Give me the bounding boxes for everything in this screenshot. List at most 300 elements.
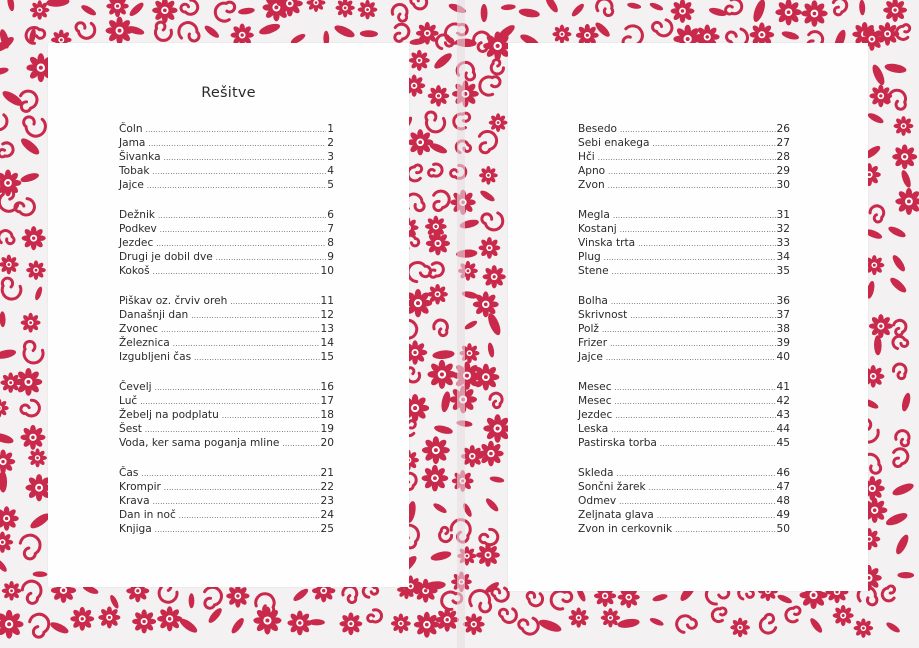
dot-leader bbox=[619, 495, 775, 509]
toc-entry bbox=[578, 250, 790, 264]
leaf-ornament bbox=[0, 471, 7, 493]
toc-entry-title: Železnica bbox=[119, 337, 170, 350]
toc-entry-page-number: 13 bbox=[320, 323, 334, 336]
toc-entry bbox=[578, 408, 790, 422]
toc-entry-page-number: 5 bbox=[327, 179, 334, 192]
swirl-ornament bbox=[429, 188, 452, 213]
flower-ornament bbox=[358, 0, 378, 19]
flower-ornament bbox=[0, 532, 13, 553]
swirl-ornament bbox=[408, 262, 431, 281]
flower-ornament bbox=[473, 291, 499, 317]
toc-entry-title: Skrivnost bbox=[578, 309, 628, 322]
toc-entry-page-number: 15 bbox=[320, 351, 334, 364]
swirl-ornament bbox=[19, 534, 41, 559]
toc-entry-page-number: 43 bbox=[776, 409, 790, 422]
toc-entry bbox=[119, 480, 334, 494]
dot-leader bbox=[153, 495, 320, 509]
toc-entry-title: Megla bbox=[578, 208, 610, 221]
leaf-ornament bbox=[518, 7, 540, 18]
leaf-ornament bbox=[627, 2, 642, 10]
flower-ornament bbox=[483, 265, 506, 288]
toc-entry-page-number: 10 bbox=[320, 265, 334, 278]
flower-ornament bbox=[479, 166, 498, 185]
toc-entry bbox=[119, 122, 334, 136]
dot-leader bbox=[164, 481, 320, 495]
flower-ornament bbox=[671, 0, 695, 23]
toc-entry-page-number: 24 bbox=[320, 509, 334, 522]
toc-entry-title: Drugi je dobil dve bbox=[119, 251, 213, 264]
leaf-ornament bbox=[0, 557, 9, 573]
toc-entry-title: Skleda bbox=[578, 466, 614, 479]
swirl-ornament bbox=[880, 583, 899, 603]
flower-ornament bbox=[307, 0, 326, 12]
flower-ornament bbox=[479, 237, 501, 259]
toc-entry bbox=[119, 164, 334, 178]
toc-entry bbox=[578, 236, 790, 250]
flower-ornament bbox=[407, 129, 433, 155]
toc-entry-page-number: 42 bbox=[776, 395, 790, 407]
flower-ornament bbox=[70, 607, 94, 631]
toc-entry-page-number: 41 bbox=[776, 380, 790, 393]
dot-leader bbox=[140, 395, 319, 409]
leaf-ornament bbox=[432, 349, 455, 360]
leaf-ornament bbox=[487, 342, 495, 358]
toc-entry-page-number: 8 bbox=[327, 237, 334, 250]
dot-leader bbox=[611, 295, 776, 309]
swirl-ornament bbox=[390, 2, 411, 24]
toc-entry-page-number: 21 bbox=[320, 466, 334, 479]
leaf-ornament bbox=[230, 616, 246, 635]
leaf-ornament bbox=[360, 30, 378, 37]
dot-leader bbox=[179, 509, 320, 523]
toc-entry-title: Čas bbox=[119, 466, 139, 479]
swirl-ornament bbox=[0, 274, 24, 302]
toc-entry-title: Šest bbox=[119, 423, 142, 436]
toc-entry-title: Apno bbox=[578, 165, 606, 178]
leaf-ornament bbox=[178, 616, 200, 635]
toc-entry-title: Kostanj bbox=[578, 223, 617, 236]
toc-entry-page-number: 6 bbox=[327, 208, 334, 221]
leaf-ornament bbox=[891, 253, 908, 273]
toc-entry bbox=[578, 380, 790, 394]
flower-ornament bbox=[414, 612, 440, 638]
leaf-ornament bbox=[649, 616, 665, 627]
toc-entry-page-number: 26 bbox=[776, 123, 790, 135]
flower-ornament bbox=[28, 448, 47, 467]
swirl-ornament bbox=[677, 616, 697, 633]
dot-leader bbox=[602, 323, 776, 337]
toc-entry bbox=[578, 322, 790, 336]
toc-group bbox=[578, 294, 790, 364]
flower-ornament bbox=[489, 113, 508, 132]
leaf-ornament bbox=[49, 620, 70, 636]
toc-entry bbox=[578, 522, 790, 536]
dot-leader bbox=[649, 481, 776, 495]
leaf-ornament bbox=[0, 311, 6, 327]
toc-entry-title: Odmev bbox=[578, 495, 617, 508]
leaf-ornament bbox=[884, 511, 909, 528]
toc-group bbox=[578, 122, 790, 192]
toc-entry-title: Podkev bbox=[119, 223, 157, 236]
leaf-ornament bbox=[20, 171, 40, 184]
toc-entry bbox=[119, 408, 334, 422]
toc-entry-page-number: 12 bbox=[320, 309, 334, 322]
flower-ornament bbox=[106, 0, 128, 17]
leaf-ornament bbox=[570, 2, 586, 18]
toc-entry-title: Frizer bbox=[578, 337, 608, 350]
swirl-ornament bbox=[892, 363, 908, 381]
toc-entry-title: Mesec bbox=[578, 380, 612, 393]
leaf-ornament bbox=[432, 51, 454, 71]
toc-entry-page-number: 18 bbox=[320, 409, 334, 422]
toc-entry bbox=[119, 178, 334, 192]
toc-entry-page-number: 17 bbox=[320, 395, 334, 407]
toc-entry-title: Knjiga bbox=[119, 523, 152, 536]
swirl-ornament bbox=[892, 319, 907, 336]
toc-entry bbox=[119, 136, 334, 150]
swirl-ornament bbox=[180, 0, 198, 15]
toc-entry bbox=[119, 264, 334, 278]
toc-entry-page-number: 16 bbox=[320, 380, 334, 393]
toc-entry-page-number: 27 bbox=[776, 137, 790, 150]
swirl-ornament bbox=[28, 613, 50, 638]
swirl-ornament bbox=[886, 87, 910, 113]
flower-ornament bbox=[895, 188, 919, 215]
dot-leader bbox=[610, 337, 775, 351]
flower-ornament bbox=[409, 50, 430, 71]
toc-entry bbox=[119, 436, 334, 450]
toc-entry-page-number: 39 bbox=[776, 337, 790, 350]
flower-ornament bbox=[428, 85, 450, 107]
flower-ornament bbox=[869, 314, 893, 338]
toc-group bbox=[578, 208, 790, 278]
toc-entry-title: Polž bbox=[578, 323, 599, 336]
toc-entry-title: Luč bbox=[119, 395, 138, 407]
toc-entry-title: Jezdec bbox=[578, 409, 613, 422]
flower-ornament bbox=[157, 606, 182, 631]
leaf-ornament bbox=[897, 572, 914, 578]
leaf-ornament bbox=[0, 431, 15, 445]
toc-entry bbox=[578, 308, 790, 322]
leaf-ornament bbox=[543, 0, 560, 14]
swirl-ornament bbox=[517, 615, 540, 636]
dot-leader bbox=[608, 179, 776, 193]
page-title: Rešitve bbox=[201, 85, 256, 101]
flower-ornament bbox=[226, 584, 249, 607]
dot-leader bbox=[613, 209, 776, 223]
leaf-ornament bbox=[463, 319, 478, 331]
flower-ornament bbox=[601, 608, 620, 627]
toc-entry-page-number: 30 bbox=[776, 179, 790, 192]
swirl-ornament bbox=[152, 19, 174, 43]
flower-ornament bbox=[287, 611, 312, 636]
leaf-ornament bbox=[859, 0, 866, 15]
dot-leader bbox=[612, 265, 776, 279]
dot-leader bbox=[191, 309, 319, 323]
swirl-ornament bbox=[710, 605, 730, 625]
toc-entry-title: Zeljnata glava bbox=[578, 509, 654, 522]
dot-leader bbox=[145, 423, 320, 437]
toc-entry-title: Zvon bbox=[578, 179, 605, 192]
flower-ornament bbox=[422, 465, 449, 492]
flower-ornament bbox=[21, 313, 41, 333]
swirl-ornament bbox=[199, 584, 224, 611]
toc-entry-title: Zvon in cerkovnik bbox=[578, 523, 673, 536]
swirl-ornament bbox=[432, 318, 451, 338]
leaf-ornament bbox=[486, 312, 503, 337]
flower-ornament bbox=[0, 506, 19, 530]
dot-leader bbox=[148, 137, 326, 151]
swirl-ornament bbox=[0, 108, 10, 133]
toc-entry-title: Zvonec bbox=[119, 323, 159, 336]
swirl-ornament bbox=[479, 208, 505, 232]
swirl-ornament bbox=[894, 22, 914, 42]
leaf-ornament bbox=[900, 169, 913, 189]
toc-entry bbox=[119, 466, 334, 480]
flower-ornament bbox=[0, 255, 19, 275]
toc-entry-page-number: 44 bbox=[776, 423, 790, 436]
toc-entry-page-number: 22 bbox=[320, 480, 334, 493]
dot-leader bbox=[604, 251, 776, 265]
leaf-ornament bbox=[80, 3, 98, 17]
toc-entry bbox=[578, 178, 790, 192]
dot-leader bbox=[620, 223, 776, 237]
leaf-ornament bbox=[430, 550, 452, 563]
toc-entry bbox=[119, 336, 334, 350]
toc-entry-title: Dan in noč bbox=[119, 509, 176, 522]
toc-entry-page-number: 48 bbox=[776, 495, 790, 508]
dot-leader bbox=[657, 509, 776, 523]
leaf-ornament bbox=[0, 348, 17, 360]
toc-entry-title: Jama bbox=[119, 137, 146, 150]
dot-leader bbox=[638, 237, 775, 251]
toc-entry-page-number: 38 bbox=[776, 323, 790, 336]
swirl-ornament bbox=[894, 429, 912, 449]
toc-entry bbox=[119, 508, 334, 522]
swirl-ornament bbox=[869, 205, 885, 223]
dot-leader bbox=[141, 467, 319, 481]
toc-entry-title: Jezdec bbox=[119, 237, 154, 250]
flower-ornament bbox=[391, 613, 411, 633]
toc-entry-title: Piškav oz. črviv oreh bbox=[119, 294, 228, 307]
leaf-ornament bbox=[900, 392, 912, 412]
toc-entry bbox=[578, 164, 790, 178]
flower-ornament bbox=[472, 364, 499, 391]
swirl-ornament bbox=[426, 260, 446, 281]
toc-entry-title: Sončni žarek bbox=[578, 480, 646, 493]
swirl-ornament bbox=[497, 605, 519, 625]
dot-leader bbox=[598, 151, 776, 165]
dot-leader bbox=[164, 151, 327, 165]
swirl-ornament bbox=[489, 393, 502, 408]
toc-entry bbox=[578, 466, 790, 480]
toc-entry bbox=[119, 250, 334, 264]
toc-entry-title: Izgubljeni čas bbox=[119, 351, 192, 364]
dot-leader bbox=[653, 137, 776, 151]
leaf-ornament bbox=[537, 617, 563, 634]
flower-ornament bbox=[15, 368, 43, 396]
leaf-ornament bbox=[33, 571, 48, 577]
toc-entry-title: Žebelj na podplatu bbox=[119, 409, 219, 422]
swirl-ornament bbox=[892, 335, 909, 350]
flower-ornament bbox=[452, 80, 479, 107]
toc-entry-page-number: 19 bbox=[320, 423, 334, 436]
dot-leader bbox=[675, 523, 775, 537]
dot-leader bbox=[158, 209, 326, 223]
swirl-ornament bbox=[474, 129, 499, 156]
leaf-ornament bbox=[751, 0, 767, 23]
dot-leader bbox=[173, 337, 320, 351]
toc-entry-title: Leska bbox=[578, 423, 609, 436]
toc-list-right bbox=[578, 122, 790, 552]
dot-leader bbox=[282, 437, 319, 451]
leaf-ornament bbox=[481, 4, 488, 22]
toc-entry bbox=[578, 208, 790, 222]
toc-entry-page-number: 46 bbox=[776, 466, 790, 479]
swirl-ornament bbox=[19, 111, 49, 140]
dot-leader bbox=[230, 295, 319, 309]
dot-leader bbox=[606, 351, 776, 365]
leaf-ornament bbox=[866, 111, 885, 125]
toc-entry bbox=[119, 308, 334, 322]
dot-leader bbox=[161, 323, 319, 337]
toc-entry-page-number: 2 bbox=[327, 137, 334, 150]
swirl-ornament bbox=[421, 107, 448, 135]
swirl-ornament bbox=[476, 72, 504, 99]
dot-leader bbox=[147, 179, 326, 193]
leaf-ornament bbox=[258, 22, 281, 37]
dot-leader bbox=[615, 395, 776, 409]
toc-entry-page-number: 35 bbox=[776, 265, 790, 278]
swirl-ornament bbox=[22, 581, 41, 604]
toc-entry-page-number: 9 bbox=[327, 251, 334, 264]
book-spine bbox=[457, 0, 465, 648]
leaf-ornament bbox=[432, 502, 448, 515]
flower-ornament bbox=[427, 360, 456, 389]
leaf-ornament bbox=[885, 621, 901, 635]
dot-leader bbox=[615, 409, 775, 423]
leaf-ornament bbox=[189, 593, 195, 608]
toc-entry-title: Današnji dan bbox=[119, 309, 189, 322]
flower-ornament bbox=[730, 618, 750, 638]
leaf-ornament bbox=[292, 587, 310, 603]
leaf-ornament bbox=[440, 391, 452, 413]
toc-entry bbox=[578, 294, 790, 308]
dot-leader bbox=[156, 237, 326, 251]
toc-entry bbox=[119, 222, 334, 236]
flower-ornament bbox=[435, 608, 459, 632]
leaf-ornament bbox=[884, 62, 907, 74]
toc-entry-title: Krompir bbox=[119, 480, 161, 493]
toc-entry bbox=[119, 208, 334, 222]
toc-entry bbox=[578, 136, 790, 150]
swirl-ornament bbox=[390, 22, 411, 45]
flower-ornament bbox=[569, 608, 589, 628]
toc-group bbox=[578, 380, 790, 450]
flower-ornament bbox=[0, 610, 23, 639]
dot-leader bbox=[155, 381, 320, 395]
toc-entry-title: Plug bbox=[578, 251, 601, 264]
toc-entry-title: Pastirska torba bbox=[578, 437, 657, 450]
swirl-ornament bbox=[212, 0, 240, 25]
leaf-ornament bbox=[128, 1, 146, 18]
dot-leader bbox=[153, 165, 327, 179]
swirl-ornament bbox=[365, 608, 383, 625]
toc-entry-title: Krava bbox=[119, 495, 150, 508]
dot-leader bbox=[617, 467, 776, 481]
dot-leader bbox=[222, 409, 320, 423]
toc-entry-page-number: 50 bbox=[776, 523, 790, 536]
toc-entry bbox=[578, 422, 790, 436]
left-page bbox=[48, 43, 409, 587]
toc-entry-title: Stene bbox=[578, 265, 609, 278]
toc-entry-page-number: 33 bbox=[776, 237, 790, 250]
toc-entry bbox=[119, 394, 334, 408]
dot-leader bbox=[155, 523, 320, 537]
leaf-ornament bbox=[781, 30, 800, 41]
swirl-ornament bbox=[594, 0, 617, 20]
toc-entry bbox=[119, 350, 334, 364]
swirl-ornament bbox=[0, 228, 17, 248]
toc-entry-title: Sebi enakega bbox=[578, 137, 650, 150]
toc-entry-page-number: 7 bbox=[327, 223, 334, 236]
flower-ornament bbox=[0, 399, 9, 418]
leaf-ornament bbox=[489, 475, 504, 483]
leaf-ornament bbox=[891, 481, 915, 498]
swirl-ornament bbox=[889, 446, 911, 469]
toc-group bbox=[119, 294, 334, 364]
swirl-ornament bbox=[490, 59, 504, 75]
toc-entry-title: Čevelj bbox=[119, 380, 152, 393]
leaf-ornament bbox=[808, 616, 824, 634]
toc-entry bbox=[119, 422, 334, 436]
toc-entry-page-number: 25 bbox=[320, 523, 334, 536]
flower-ornament bbox=[426, 231, 450, 255]
swirl-ornament bbox=[830, 0, 848, 17]
leaf-ornament bbox=[870, 63, 887, 87]
flower-ornament bbox=[335, 0, 354, 18]
flower-ornament bbox=[98, 606, 120, 628]
swirl-ornament bbox=[0, 140, 16, 160]
flower-ornament bbox=[253, 606, 281, 634]
toc-entry bbox=[119, 236, 334, 250]
leaf-ornament bbox=[776, 593, 793, 605]
toc-entry-page-number: 4 bbox=[327, 165, 334, 178]
toc-entry-page-number: 29 bbox=[776, 165, 790, 178]
toc-entry bbox=[578, 336, 790, 350]
toc-entry-title: Hči bbox=[578, 151, 595, 164]
leaf-ornament bbox=[6, 0, 15, 12]
flower-ornament bbox=[476, 543, 500, 567]
leaf-ornament bbox=[649, 1, 664, 12]
flower-ornament bbox=[775, 0, 801, 25]
toc-group bbox=[119, 122, 334, 192]
dot-leader bbox=[146, 123, 327, 137]
toc-entry-title: Vinska trta bbox=[578, 237, 636, 250]
swirl-ornament bbox=[524, 588, 545, 608]
leaf-ornament bbox=[484, 497, 500, 514]
leaf-ornament bbox=[34, 286, 44, 301]
leaf-ornament bbox=[894, 533, 911, 556]
toc-entry bbox=[119, 294, 334, 308]
flower-ornament bbox=[339, 612, 362, 635]
leaf-ornament bbox=[46, 0, 70, 8]
toc-entry-title: Besedo bbox=[578, 123, 618, 135]
dot-leader bbox=[160, 223, 326, 237]
flower-ornament bbox=[552, 25, 571, 44]
leaf-ornament bbox=[652, 593, 668, 603]
toc-list-left bbox=[119, 122, 334, 552]
